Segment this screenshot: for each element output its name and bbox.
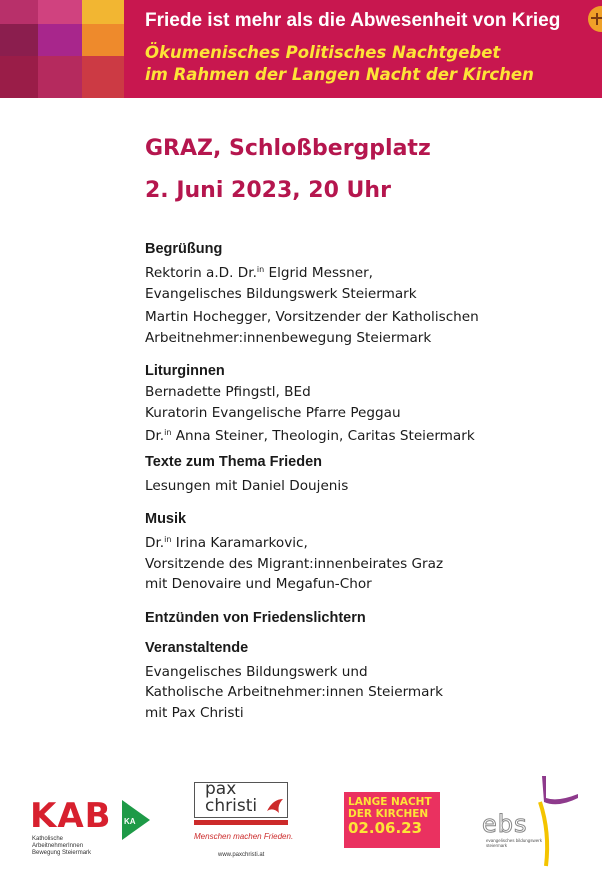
dove-icon bbox=[265, 797, 285, 815]
kab-subtitle-line1: Katholische ArbeitnehmerInnen bbox=[32, 836, 84, 849]
ebs-logo bbox=[478, 772, 582, 868]
superscript: in bbox=[164, 428, 172, 437]
music-line1 bbox=[145, 530, 585, 554]
ebs-subtitle-line2: steiermark bbox=[486, 843, 508, 848]
superscript: in bbox=[256, 265, 265, 274]
organizers-line3: mit Pax Christi bbox=[145, 704, 244, 721]
music-line2: Vorsitzende des Migrant:innenbeirates Graz bbox=[145, 555, 444, 572]
logo-row bbox=[0, 770, 602, 880]
mosaic-tile bbox=[38, 0, 82, 24]
greeting-person2-line1: Martin Hochegger, Vorsitzender der Katholischen bbox=[145, 309, 479, 325]
ebs-subtitle-line1: evangelisches bildungswerk bbox=[486, 838, 543, 843]
texts-line1: Lesungen mit Daniel Doujenis bbox=[145, 477, 349, 494]
ka-triangle-icon bbox=[122, 800, 150, 840]
kab-wordmark: KAB bbox=[30, 796, 112, 836]
pax-wordmark bbox=[205, 781, 257, 815]
text: Dr. bbox=[145, 428, 165, 444]
section-texts bbox=[145, 451, 585, 497]
ebs-wordmark: ebs bbox=[482, 810, 528, 838]
section-liturgy bbox=[145, 360, 585, 447]
lnk-line1: LANGE NACHT bbox=[348, 796, 432, 808]
section-organizers bbox=[145, 637, 585, 724]
header-title: Friede ist mehr als die Abwesenheit von Krieg bbox=[145, 10, 561, 31]
section-greeting bbox=[145, 238, 585, 348]
section-title: Entzünden von Friedenslichtern bbox=[145, 609, 366, 626]
mosaic-tile bbox=[0, 56, 38, 98]
pax-slogan: Menschen machen Frieden. bbox=[194, 832, 294, 841]
section-music bbox=[145, 508, 585, 595]
section-title: Liturginnen bbox=[145, 363, 225, 379]
event-date: 2. Juni 2023, 20 Uhr bbox=[145, 178, 391, 203]
kab-subtitle-line2: Bewegung Steiermark bbox=[32, 850, 92, 856]
pax-divider bbox=[194, 820, 288, 825]
greeting-person1-org: Evangelisches Bildungswerk Steiermark bbox=[145, 285, 417, 302]
section-title: Veranstaltende bbox=[145, 639, 249, 656]
ka-label: KA bbox=[124, 817, 136, 826]
greeting-person1 bbox=[145, 260, 585, 284]
ebs-cross-figure-icon bbox=[528, 772, 582, 868]
mosaic-tile bbox=[0, 24, 38, 56]
section-title: Begrüßung bbox=[145, 241, 223, 257]
header-subtitle bbox=[145, 42, 585, 86]
mosaic-tile bbox=[38, 56, 82, 98]
lnk-date: 02.06.23 bbox=[348, 819, 423, 837]
header-band bbox=[0, 0, 602, 98]
text: Dr. bbox=[145, 535, 165, 551]
section-lights bbox=[145, 607, 585, 629]
liturgy-line3 bbox=[145, 423, 585, 447]
kab-logo bbox=[30, 790, 150, 870]
mosaic-tile bbox=[82, 56, 124, 98]
greeting-person2-line2: Arbeitnehmer:innenbewegung Steiermark bbox=[145, 329, 432, 346]
mosaic-tile bbox=[82, 24, 124, 56]
text: Irina Karamarkovic, bbox=[171, 535, 308, 551]
section-title: Texte zum Thema Frieden bbox=[145, 453, 322, 470]
pax-christi-logo bbox=[190, 779, 300, 874]
header-subtitle-line2: im Rahmen der Langen Nacht der Kirchen bbox=[145, 65, 534, 84]
section-title: Musik bbox=[145, 511, 187, 527]
text: Elgrid Messner, bbox=[264, 265, 373, 281]
organizers-line1: Evangelisches Bildungswerk und bbox=[145, 663, 368, 680]
mosaic-tile bbox=[0, 0, 38, 24]
mosaic-tile bbox=[38, 24, 82, 56]
header-subtitle-line1: Ökumenisches Politisches Nachtgebet bbox=[145, 43, 501, 62]
pax-box bbox=[194, 779, 288, 818]
music-line3: mit Denovaire und Megafun-Chor bbox=[145, 576, 372, 592]
text: Rektorin a.D. Dr. bbox=[145, 265, 257, 281]
organizers-line2: Katholische Arbeitnehmer:innen Steiermark bbox=[145, 684, 443, 700]
superscript: in bbox=[164, 535, 172, 544]
mosaic-tile bbox=[82, 0, 124, 24]
lnk-title bbox=[348, 796, 432, 820]
pax-word2: christi bbox=[205, 796, 258, 816]
lnk-line2: DER KIRCHEN bbox=[348, 808, 429, 820]
text: Anna Steiner, Theologin, Caritas Steiermark bbox=[171, 428, 475, 444]
liturgy-line2: Kuratorin Evangelische Pfarre Peggau bbox=[145, 404, 401, 421]
pax-word1: pax bbox=[205, 779, 237, 799]
cross-icon bbox=[588, 6, 602, 32]
lange-nacht-logo bbox=[344, 792, 440, 848]
kab-subtitle bbox=[32, 836, 112, 857]
pax-url: www.paxchristi.at bbox=[218, 852, 265, 858]
liturgy-line1: Bernadette Pfingstl, BEd bbox=[145, 384, 311, 400]
event-place: GRAZ, Schloßbergplatz bbox=[145, 136, 431, 161]
program bbox=[145, 238, 585, 723]
